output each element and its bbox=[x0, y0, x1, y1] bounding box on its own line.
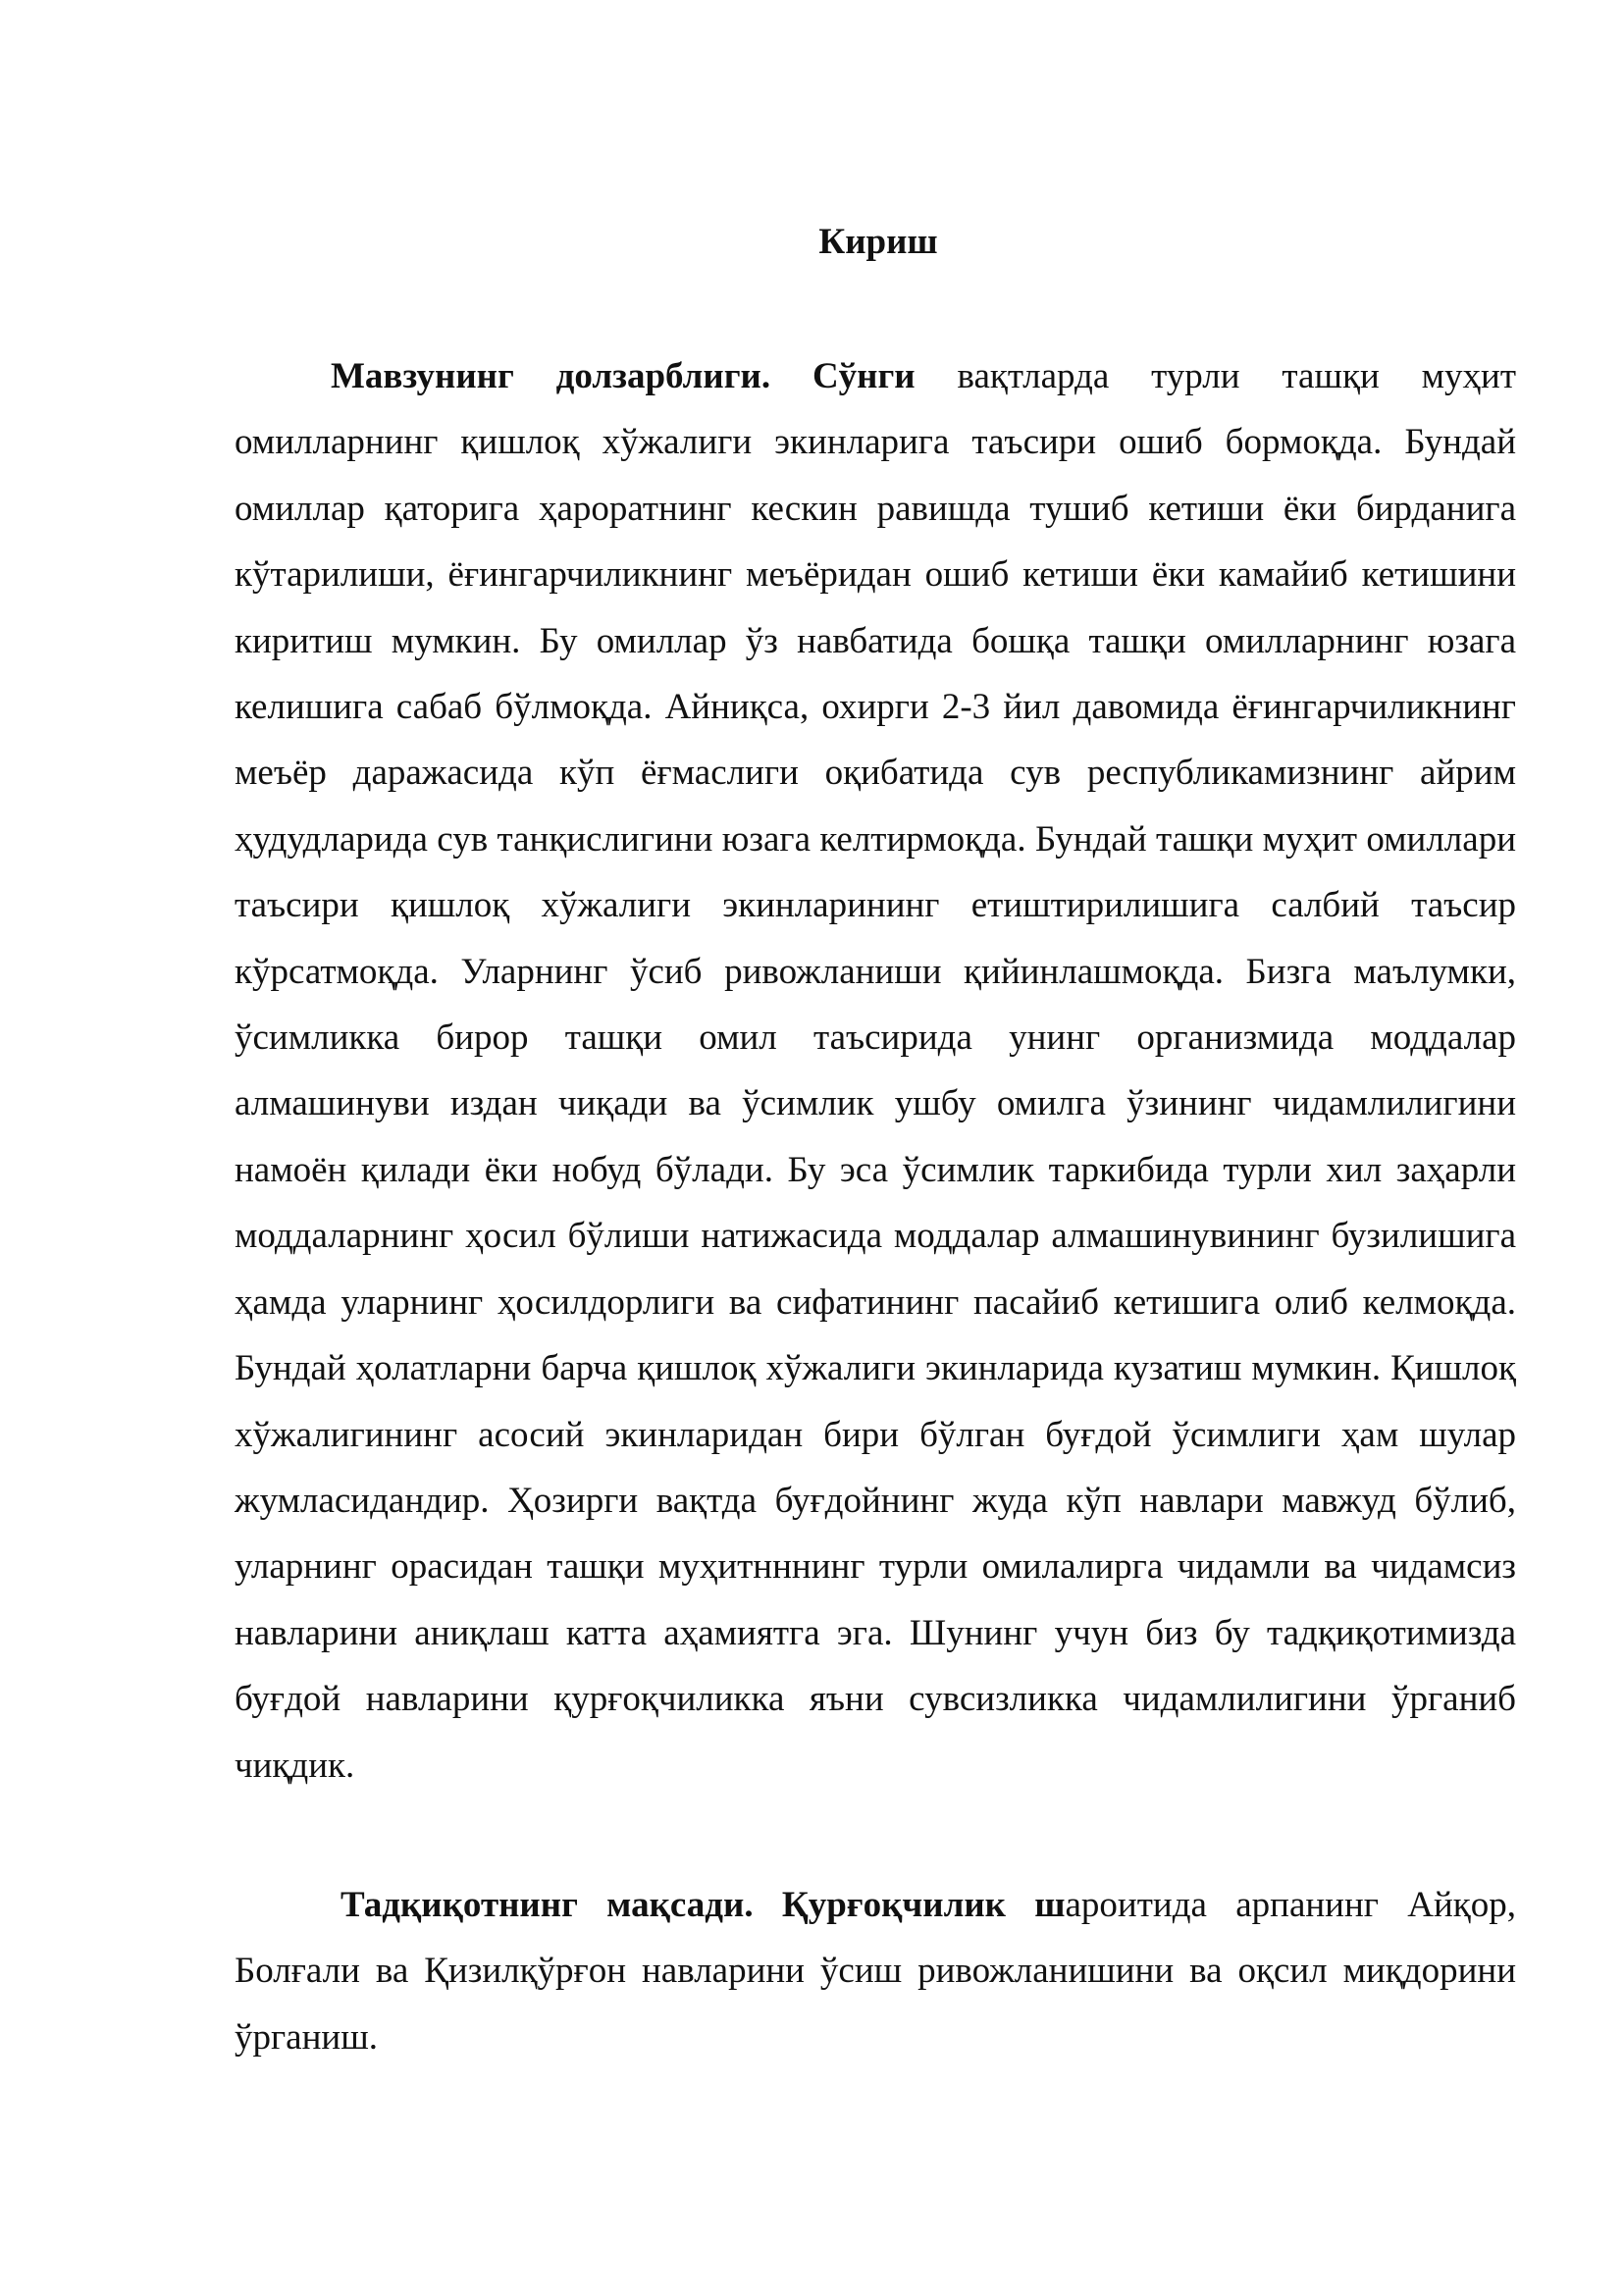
page-title: Кириш bbox=[818, 222, 938, 262]
paragraph-heading-goal: Тадқиқотнинг мақсади. Қурғоқчилик ш bbox=[341, 1885, 1066, 1925]
paragraph-body-goal: ароитида арпанинг Айқор, Болғали ва Қизилқўрғон навларини ўсиш ривожланишини ва оқсил миқдорини ўрганиш. bbox=[235, 1885, 1516, 2058]
paragraph-heading-relevance: Мавзунинг долзарблиги. Сўнги bbox=[331, 356, 916, 396]
paragraph-goal bbox=[235, 1872, 1516, 2070]
paragraph-body-relevance: вақтларда турли ташқи муҳит омилларнинг қишлоқ хўжалиги экинларига таъсири ошиб бормоқда. Бундай омиллар қаторига ҳароратнинг кескин равишда тушиб кетиши ёки бирданига кўтарилиши, ёғингарчиликнинг меъёридан ошиб кетиши ёки камайиб кетишини киритиш мумкин. Бу омиллар ўз навбатида бошқа ташқи омилларнинг юзага келишига сабаб бўлмоқда. Айниқса, охирги 2-3 йил давомида ёғингарчиликнинг меъёр даражасида кўп ёғмаслиги оқибатида сув республикамизнинг айрим ҳудудларида сув танқислигини юзага келтирмоқда. Бундай ташқи муҳит омиллари таъсири қишлоқ хўжалиги экинларининг етиштирилишига салбий таъсир кўрсатмоқда. Уларнинг ўсиб ривожланиши қийинлашмоқда. Бизга маълумки, ўсимликка бирор ташқи омил таъсирида унинг организмида моддалар алмашинуви издан чиқади ва ўсимлик ушбу омилга ўзининг чидамлилигини намоён қилади ёки нобуд бўлади. Бу эса ўсимлик таркибида турли хил заҳарли моддаларнинг ҳосил бўлиши натижасида моддалар алмашинувининг бузилишига ҳамда уларнинг ҳосилдорлиги ва сифатининг пасайиб кетишига олиб келмоқда. Бундай ҳолатларни барча қишлоқ хўжалиги экинларида кузатиш мумкин. Қишлоқ хўжалигининг асосий экинларидан бири бўлган буғдой ўсимлиги ҳам шулар жумласидандир. Ҳозирги вақтда буғдойнинг жуда кўп навлари мавжуд бўлиб, уларнинг орасидан ташқи муҳитнннинг турли омилалирга чидамли ва чидамсиз навларини аниқлаш катта аҳамиятга эга. Шунинг учун биз бу тадқиқотимизда буғдой навларини қурғоқчиликка яъни сувсизликка чидамлилигини ўрганиб чиқдик. bbox=[235, 356, 1516, 1786]
paragraph-relevance bbox=[235, 343, 1516, 1799]
